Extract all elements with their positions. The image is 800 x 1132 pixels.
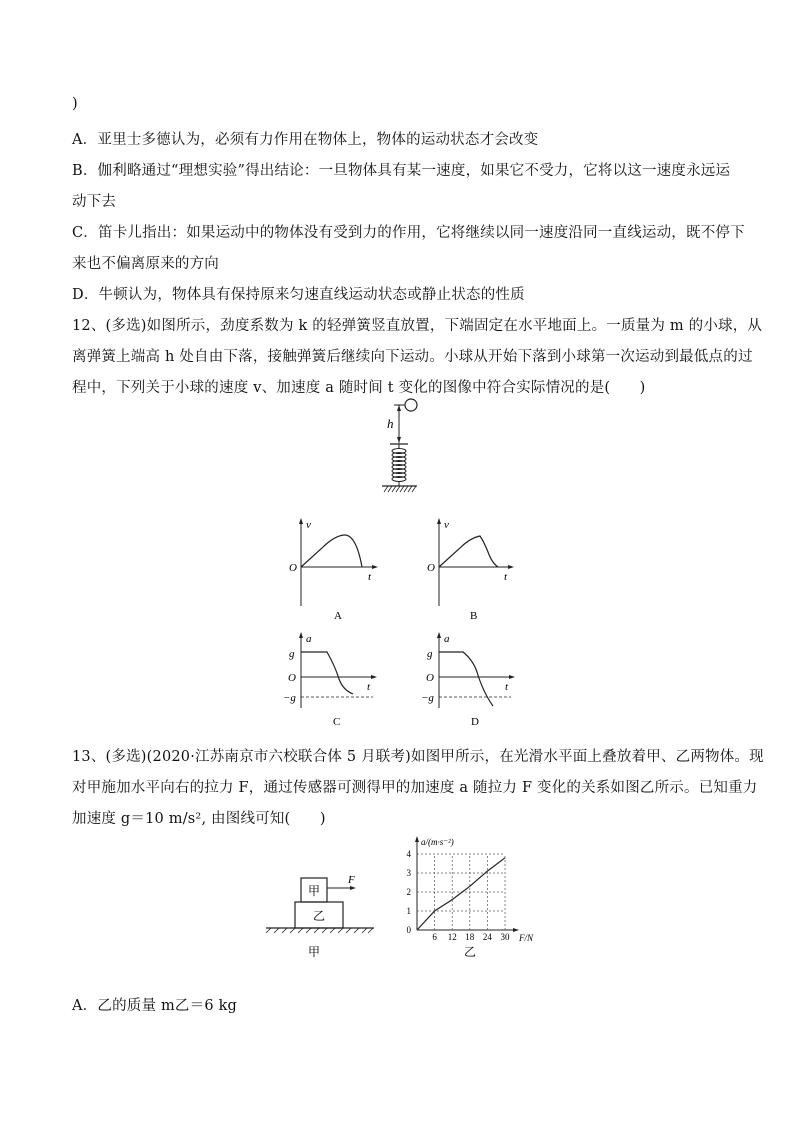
axis-label-a: a (444, 633, 450, 645)
axis-label-v: v (306, 519, 311, 531)
q12-stem-line2: 离弹簧上端高 h 处自由下落，接触弹簧后继续向下运动。小球从开始下落到小球第一次运动到最低点的过 (72, 349, 753, 365)
spring-figure (370, 395, 440, 500)
q13-stem-line3: 加速度 g＝10 m/s², 由图线可知( ) (72, 811, 326, 827)
q11-option-b-line1: B．伽利略通过“理想实验”得出结论：一旦物体具有某一速度，如果它不受力，它将以这一速度永远运 (72, 163, 731, 179)
block-jia-label: 甲 (307, 884, 321, 898)
g-label: g (427, 648, 433, 660)
figure-caption-jia: 甲 (307, 945, 321, 959)
graph-c (283, 630, 383, 740)
origin-label: O (426, 672, 434, 684)
axis-label-t: t (504, 571, 508, 583)
graph-d (421, 630, 521, 740)
ground-hatch (384, 486, 416, 492)
axis-label-v: v (444, 519, 449, 531)
graph-a (284, 516, 384, 626)
x-tick-label: 24 (482, 932, 492, 942)
origin-label: O (289, 562, 297, 574)
y-tick-label: 3 (406, 868, 411, 878)
h-label: h (387, 416, 394, 431)
block-yi-label: 乙 (312, 909, 326, 923)
chart-grid (417, 854, 505, 930)
graph-caption-c: C (333, 716, 341, 728)
q11-option-c-line1: C．笛卡儿指出：如果运动中的物体没有受到力的作用，它将继续以同一速度沿同一直线运动，既不停下 (72, 225, 745, 241)
x-tick-label: 12 (447, 932, 457, 942)
y-tick-label: 4 (406, 849, 411, 859)
velocity-curve (301, 535, 362, 567)
x-tick-label: 6 (432, 932, 437, 942)
y-tick-label: 2 (406, 887, 411, 897)
velocity-curve (439, 536, 498, 567)
q12-stem-line3: 程中，下列关于小球的速度 v、加速度 a 随时间 t 变化的图像中符合实际情况的是( ) (72, 380, 646, 396)
chart-y-label: a/(m·s⁻²) (421, 837, 454, 847)
q12-stem-line1: 12、(多选)如图所示，劲度系数为 k 的轻弹簧竖直放置，下端固定在水平地面上。一质量为 m 的小球，从 (72, 318, 763, 334)
q13-option-a: A．乙的质量 m乙＝6 kg (72, 998, 238, 1014)
q11-paren-tail: ) (72, 96, 78, 112)
chart-series-line (417, 858, 505, 930)
axis-label-a: a (306, 633, 312, 645)
q13-stem-line1: 13、(多选)(2020·江苏南京市六校联合体 5 月联考)如图甲所示，在光滑水平面上叠放着甲、乙两物体。现 (72, 749, 764, 765)
q11-option-b-line2: 动下去 (72, 194, 117, 210)
x-tick-label: 30 (500, 932, 510, 942)
q11-option-d: D．牛顿认为，物体具有保持原来匀速直线运动状态或静止状态的性质 (72, 287, 525, 303)
acceleration-curve (439, 652, 493, 706)
chart-x-label: F/N (519, 933, 534, 943)
acceleration-curve (301, 652, 353, 694)
g-label: g (289, 648, 295, 660)
graph-b (420, 516, 520, 626)
a-F-chart (395, 828, 555, 960)
x-tick-label: 18 (465, 932, 475, 942)
h-arrow-up (397, 405, 401, 411)
graph-caption-a: A (334, 610, 342, 622)
origin-label: O (427, 562, 435, 574)
stacked-blocks-figure (262, 868, 382, 960)
y-tick-label: 1 (406, 906, 411, 916)
axis-label-t: t (368, 571, 372, 583)
axis-label-t: t (505, 681, 509, 693)
neg-g-label: −g (421, 692, 434, 704)
q11-option-c-line2: 来也不偏离原来的方向 (72, 256, 219, 272)
q13-stem-line2: 对甲施加水平向右的拉力 F，通过传感器可测得甲的加速度 a 随拉力 F 变化的关系如图乙所示。已知重力 (72, 780, 758, 796)
q11-option-a: A．亚里士多德认为，必须有力作用在物体上，物体的运动状态才会改变 (72, 132, 539, 148)
origin-label: O (288, 672, 296, 684)
ball (405, 399, 417, 411)
h-arrow-down (397, 437, 401, 443)
force-label: F (348, 874, 355, 886)
y-tick-label: 0 (406, 925, 411, 935)
graph-caption-d: D (471, 716, 479, 728)
figure-caption-yi: 乙 (463, 945, 477, 959)
graph-caption-b: B (470, 610, 478, 622)
axis-label-t: t (367, 681, 371, 693)
spring-coils (392, 444, 406, 486)
neg-g-label: −g (283, 692, 296, 704)
floor-hatch (266, 928, 373, 933)
